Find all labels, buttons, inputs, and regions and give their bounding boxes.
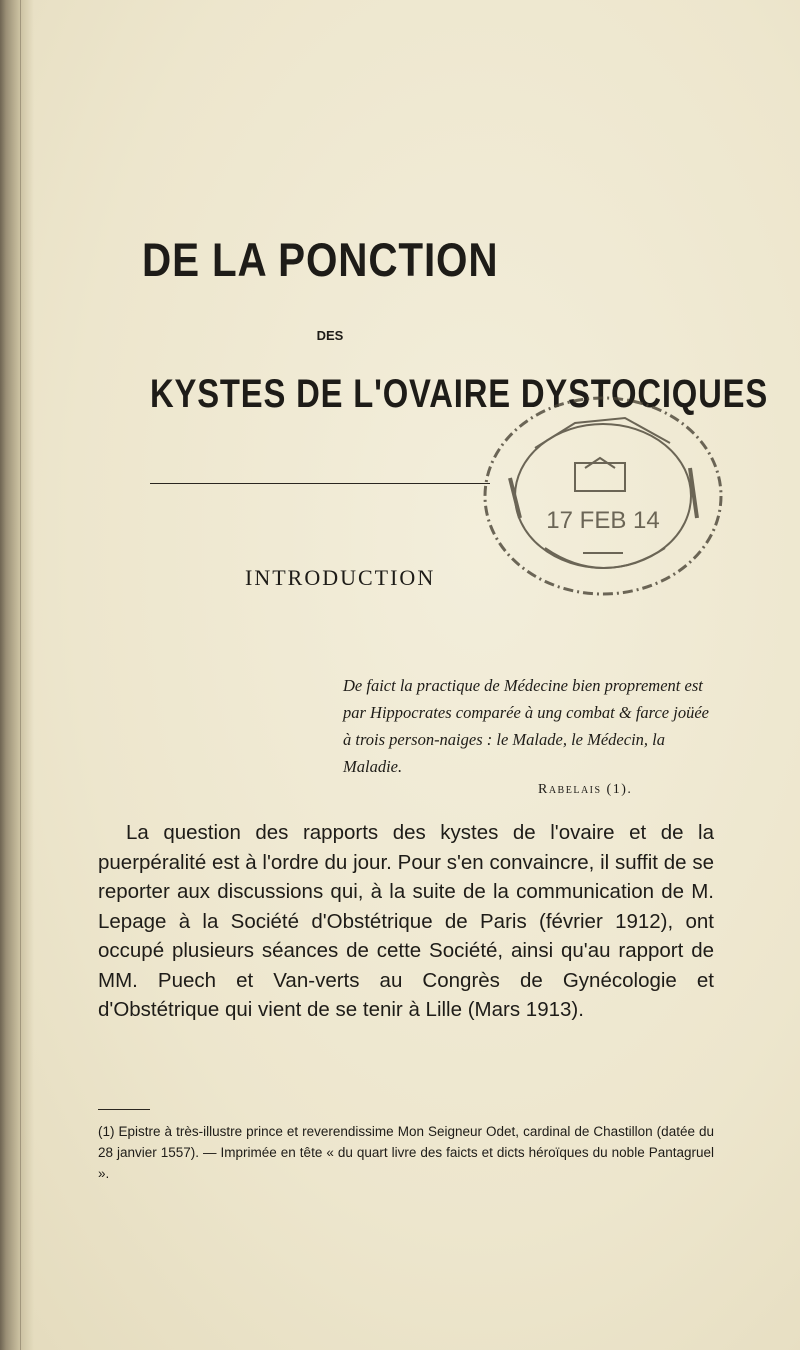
main-title: DE LA PONCTION (142, 233, 499, 286)
library-stamp (475, 388, 730, 603)
epigraph-attribution: Rabelais (1). (538, 782, 633, 797)
body-paragraph: La question des rapports des kystes de l'ovaire et de la puerpéralité est à l'ordre du jour. Pour s'en convaincre, il suffit de se reporter aux discussions qui, à la suite de la communication de M. Lepage à la Société d'Obstétrique de Paris (février 1912), ont occupé plusieurs séances de cette Société, ainsi qu'au rapport de MM. Puech et Van-verts au Congrès de Gynécologie et d'Obstétrique qui vient de se tenir à Lille (Mars 1913). (98, 821, 714, 1021)
footnote-rule (98, 1109, 150, 1110)
epigraph: De faict la practique de Médecine bien proprement est par Hippocrates comparée à ung combat & farce joüée à trois person-naiges : le Malade, le Médecin, la Maladie. (343, 676, 709, 776)
section-heading: INTRODUCTION (245, 565, 436, 590)
binding-edge (0, 0, 34, 1350)
stamp-date: 17 FEB 14 (546, 507, 660, 534)
title-rule (150, 483, 490, 484)
footnote: (1) Epistre à très-illustre prince et reverendissime Mon Seigneur Odet, cardinal de Chastillon (datée du 28 janvier 1557). — Imprimée en tête « du quart livre des faicts et dicts héroïques du noble Pantagruel ». (98, 1124, 714, 1181)
title-connector: DES (316, 328, 344, 343)
subtitle: KYSTES DE L'OVAIRE DYSTOCIQUES (150, 372, 769, 416)
binding-fold-line (20, 0, 21, 1350)
